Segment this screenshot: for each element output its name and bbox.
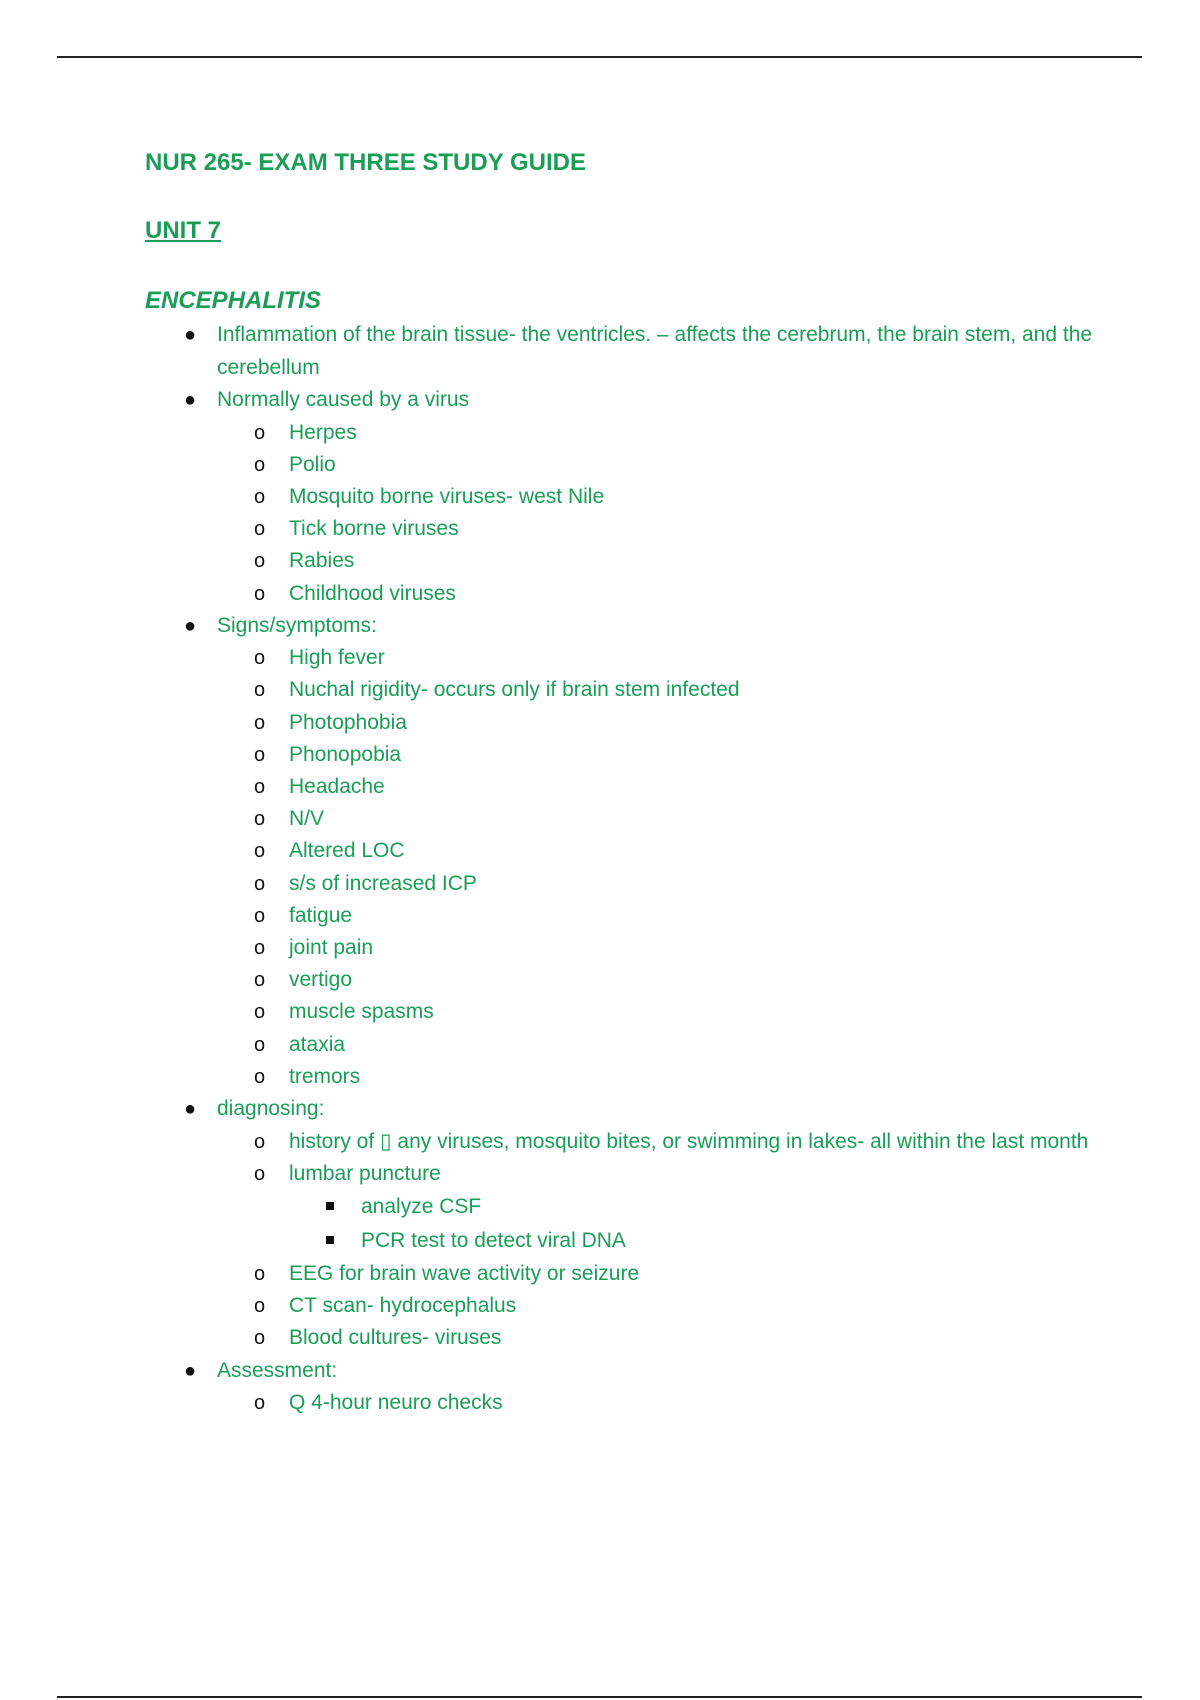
- list-item: [144, 996, 1095, 1028]
- list-item-text: muscle spasms: [289, 1000, 434, 1024]
- lumbar-sub-list: [289, 1190, 1095, 1258]
- list-item: [144, 481, 1095, 513]
- bullet-marker: ●: [184, 1098, 197, 1121]
- list-item-text: Herpes: [289, 420, 357, 444]
- list-item: [144, 771, 1095, 803]
- list-item-text: Phonopobia: [289, 742, 402, 766]
- circle-marker: o: [254, 1130, 266, 1153]
- diagnosing-list: [217, 1126, 1095, 1355]
- list-item-text: Headache: [289, 775, 385, 799]
- list-item: [144, 545, 1095, 577]
- list-item-text: Childhood viruses: [289, 581, 456, 605]
- sub-list-item-text: analyze CSF: [361, 1194, 482, 1218]
- circle-marker: o: [254, 421, 266, 444]
- list-item: [144, 900, 1095, 932]
- unit-heading: UNIT 7: [145, 217, 222, 244]
- bullet-assessment: [145, 1355, 1095, 1420]
- signs-label: Signs/symptoms:: [217, 613, 377, 637]
- list-item: [144, 1061, 1095, 1093]
- list-item: [144, 642, 1095, 674]
- circle-marker: o: [254, 453, 266, 476]
- list-item-text: Tick borne viruses: [289, 517, 459, 541]
- list-item-text: Altered LOC: [289, 839, 405, 863]
- list-item: [144, 932, 1095, 964]
- list-item-text: Blood cultures- viruses: [289, 1326, 502, 1350]
- circle-marker: o: [254, 1295, 266, 1318]
- list-item-text: Photophobia: [289, 710, 407, 734]
- circle-marker: o: [254, 1392, 266, 1415]
- sub-list-item: [143, 1190, 1095, 1224]
- sub-list-item: [143, 1224, 1095, 1258]
- list-item-text: fatigue: [289, 903, 353, 927]
- bullet-marker: ●: [184, 324, 197, 346]
- circle-marker: o: [254, 485, 266, 508]
- assessment-list: [217, 1387, 1095, 1419]
- circle-marker: o: [254, 904, 266, 927]
- bullet-definition: [145, 319, 1095, 384]
- list-item-text: vertigo: [289, 968, 353, 992]
- circle-marker: o: [254, 647, 266, 670]
- circle-marker: o: [254, 550, 266, 573]
- list-item-text: CT scan- hydrocephalus: [289, 1294, 517, 1318]
- definition-text: Inflammation of the brain tissue- the ventricles. – affects the cerebrum, the brain stem, and the cerebellum: [217, 323, 1093, 379]
- circle-marker: o: [254, 679, 266, 702]
- circle-marker: o: [254, 743, 266, 766]
- list-item: [144, 1322, 1095, 1354]
- list-item-text: EEG for brain wave activity or seizure: [289, 1261, 640, 1285]
- circle-marker: o: [254, 1262, 266, 1285]
- document-title: NUR 265- EXAM THREE STUDY GUIDE: [145, 149, 586, 176]
- list-item-text: High fever: [289, 646, 385, 670]
- list-item: [144, 1290, 1095, 1322]
- diagnosing-label: diagnosing:: [217, 1097, 325, 1121]
- bottom-rule: [57, 1696, 1142, 1698]
- bullet-diagnosing: [145, 1093, 1095, 1355]
- list-item: [144, 1029, 1095, 1061]
- square-marker: [326, 1202, 334, 1210]
- circle-marker: o: [254, 776, 266, 799]
- list-item-text: ataxia: [289, 1032, 346, 1056]
- list-item: [144, 449, 1095, 481]
- list-item-text: history of ▯ any viruses, mosquito bites, or swimming in lakes- all within the last month: [289, 1129, 1089, 1153]
- list-item-text: joint pain: [289, 936, 374, 960]
- list-item-text: s/s of increased ICP: [289, 871, 477, 895]
- list-item-text: Rabies: [289, 549, 355, 573]
- list-item: [144, 1158, 1095, 1258]
- bullet-marker: ●: [184, 614, 197, 637]
- circle-marker: o: [254, 1033, 266, 1056]
- list-item-text: tremors: [289, 1064, 361, 1088]
- list-item-text: Polio: [289, 452, 336, 476]
- circle-marker: o: [254, 872, 266, 895]
- bullet-marker: ●: [184, 389, 197, 411]
- section-heading: ENCEPHALITIS: [145, 287, 322, 314]
- list-item: [144, 964, 1095, 996]
- sub-list-item-text: PCR test to detect viral DNA: [361, 1228, 626, 1252]
- list-item-text: N/V: [289, 807, 325, 831]
- circle-marker: o: [254, 1065, 266, 1088]
- list-item: [144, 835, 1095, 867]
- causes-label: Normally caused by a virus: [217, 388, 470, 411]
- square-marker: [326, 1236, 334, 1244]
- main-bullet-list: [145, 319, 1095, 1419]
- causes-list: [217, 417, 1095, 610]
- list-item: [144, 868, 1095, 900]
- list-item: [144, 1258, 1095, 1290]
- list-item: [144, 578, 1095, 610]
- circle-marker: o: [254, 1327, 266, 1350]
- circle-marker: o: [254, 840, 266, 863]
- list-item: [144, 513, 1095, 545]
- circle-marker: o: [254, 582, 266, 605]
- document-body: [145, 145, 1095, 1419]
- top-rule: [57, 56, 1142, 58]
- circle-marker: o: [254, 711, 266, 734]
- circle-marker: o: [254, 937, 266, 960]
- signs-list: [217, 642, 1095, 1093]
- circle-marker: o: [254, 1001, 266, 1024]
- list-item: [144, 739, 1095, 771]
- circle-marker: o: [254, 969, 266, 992]
- list-item-text: Q 4-hour neuro checks: [289, 1391, 503, 1415]
- list-item: [144, 1126, 1095, 1158]
- list-item: [144, 417, 1095, 449]
- list-item: [144, 1387, 1095, 1419]
- list-item-text: Nuchal rigidity- occurs only if brain stem infected: [289, 678, 740, 702]
- assessment-label: Assessment:: [217, 1358, 338, 1382]
- circle-marker: o: [254, 518, 266, 541]
- bullet-signs: [145, 610, 1095, 1093]
- circle-marker: o: [254, 808, 266, 831]
- circle-marker: o: [254, 1162, 266, 1185]
- list-item-text: Mosquito borne viruses- west Nile: [289, 484, 605, 508]
- list-item: [144, 803, 1095, 835]
- bullet-marker: ●: [184, 1359, 197, 1382]
- list-item-text: lumbar puncture: [289, 1161, 441, 1185]
- bullet-causes: [145, 384, 1095, 610]
- list-item: [144, 707, 1095, 739]
- list-item: [144, 674, 1095, 706]
